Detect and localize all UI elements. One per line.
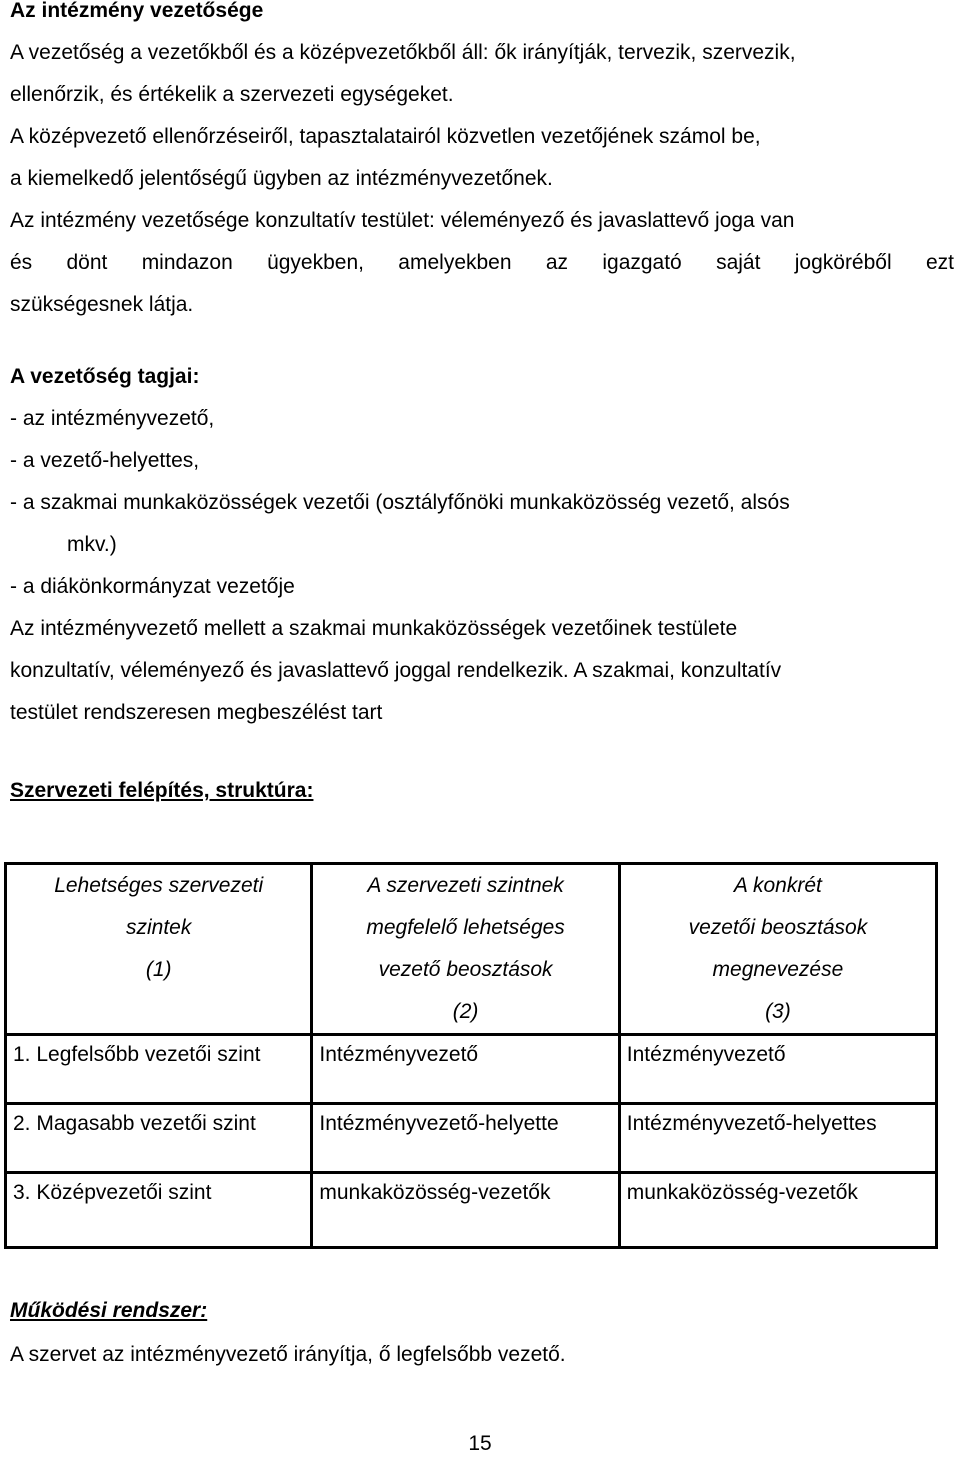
word: amelyekben xyxy=(398,251,512,274)
word: dönt xyxy=(66,251,108,274)
text-line: Az intézmény vezetősége konzultatív testület: véleményező és javaslattevő joga van xyxy=(10,209,795,232)
table-cell: munkaközösség-vezetők xyxy=(619,1173,936,1248)
text-line: testület rendszeresen megbeszélést tart xyxy=(10,701,383,724)
intro-paragraph xyxy=(10,32,954,326)
header-line: A konkrét xyxy=(733,874,822,897)
list-item: - a szakmai munkaközösségek vezetői (osztályfőnöki munkaközösség vezető, alsós xyxy=(10,491,790,514)
list-item: - az intézményvezető, xyxy=(10,407,215,430)
text-line: a kiemelkedő jelentőségű ügyben az intézményvezetőnek. xyxy=(10,167,553,190)
list-item-continuation: mkv.) xyxy=(67,533,117,556)
operation-text: A szervet az intézményvezető irányítja, ő legfelsőbb vezető. xyxy=(10,1343,566,1366)
table-row xyxy=(6,1035,937,1104)
text-line: szükségesnek látja. xyxy=(10,293,194,316)
header-line: A szervezeti szintnek xyxy=(367,874,564,897)
table-cell: Intézményvezető-helyettes xyxy=(619,1104,936,1173)
table-cell: munkaközösség-vezetők xyxy=(312,1173,619,1248)
table-cell: 2. Magasabb vezetői szint xyxy=(6,1104,312,1173)
table-header-cell xyxy=(619,864,936,1035)
page-number: 15 xyxy=(468,1432,492,1455)
word: és xyxy=(10,251,33,274)
table-header-cell xyxy=(312,864,619,1035)
table-cell: 3. Középvezetői szint xyxy=(6,1173,312,1248)
justified-line xyxy=(10,242,954,284)
table-header-cell xyxy=(6,864,312,1035)
operation-title: Működési rendszer: xyxy=(10,1299,208,1322)
header-line: szintek xyxy=(126,916,192,939)
header-line: (2) xyxy=(452,1000,479,1023)
table-cell: 1. Legfelsőbb vezetői szint xyxy=(6,1035,312,1104)
structure-table xyxy=(4,862,938,1249)
text-line: Az intézményvezető mellett a szakmai munkaközösségek vezetőinek testülete xyxy=(10,617,738,640)
table-row xyxy=(6,1104,937,1173)
word: saját xyxy=(716,251,761,274)
members-title: A vezetőség tagjai: xyxy=(10,365,200,388)
word: ezt xyxy=(925,251,954,274)
table-row xyxy=(6,1173,937,1248)
list-item: - a vezető-helyettes, xyxy=(10,449,200,472)
header-line: Lehetséges szervezeti xyxy=(54,874,264,897)
header-line: megnevezése xyxy=(712,958,844,981)
header-line: vezetői beosztások xyxy=(688,916,868,939)
word: az xyxy=(545,251,569,274)
table-cell: Intézményvezető-helyette xyxy=(312,1104,619,1173)
section-title: Az intézmény vezetősége xyxy=(10,0,264,22)
header-line: vezető beosztások xyxy=(378,958,553,981)
list-item: - a diákönkormányzat vezetője xyxy=(10,575,295,598)
members-section xyxy=(10,356,954,734)
word: igazgató xyxy=(602,251,682,274)
text-line: A vezetőség a vezetőkből és a középvezetőkből áll: ők irányítják, tervezik, szervezik, xyxy=(10,41,796,64)
operation-section xyxy=(10,1290,566,1376)
table-cell: Intézményvezető xyxy=(619,1035,936,1104)
document-page xyxy=(10,0,954,802)
header-line: (3) xyxy=(765,1000,791,1023)
header-line: megfelelő lehetséges xyxy=(366,916,565,939)
table-cell: Intézményvezető xyxy=(312,1035,619,1104)
word: mindazon xyxy=(141,251,233,274)
word: ügyekben, xyxy=(267,251,364,274)
word: jogköréből xyxy=(794,251,892,274)
text-line: konzultatív, véleményező és javaslattevő joggal rendelkezik. A szakmai, konzultatív xyxy=(10,659,782,682)
text-line: A középvezető ellenőrzéseiről, tapasztalatairól közvetlen vezetőjének számol be, xyxy=(10,125,761,148)
header-line: (1) xyxy=(145,958,172,981)
structure-title: Szervezeti felépítés, struktúra: xyxy=(10,779,314,802)
table-header-row xyxy=(6,864,937,1035)
text-line: ellenőrzik, és értékelik a szervezeti egységeket. xyxy=(10,83,454,106)
